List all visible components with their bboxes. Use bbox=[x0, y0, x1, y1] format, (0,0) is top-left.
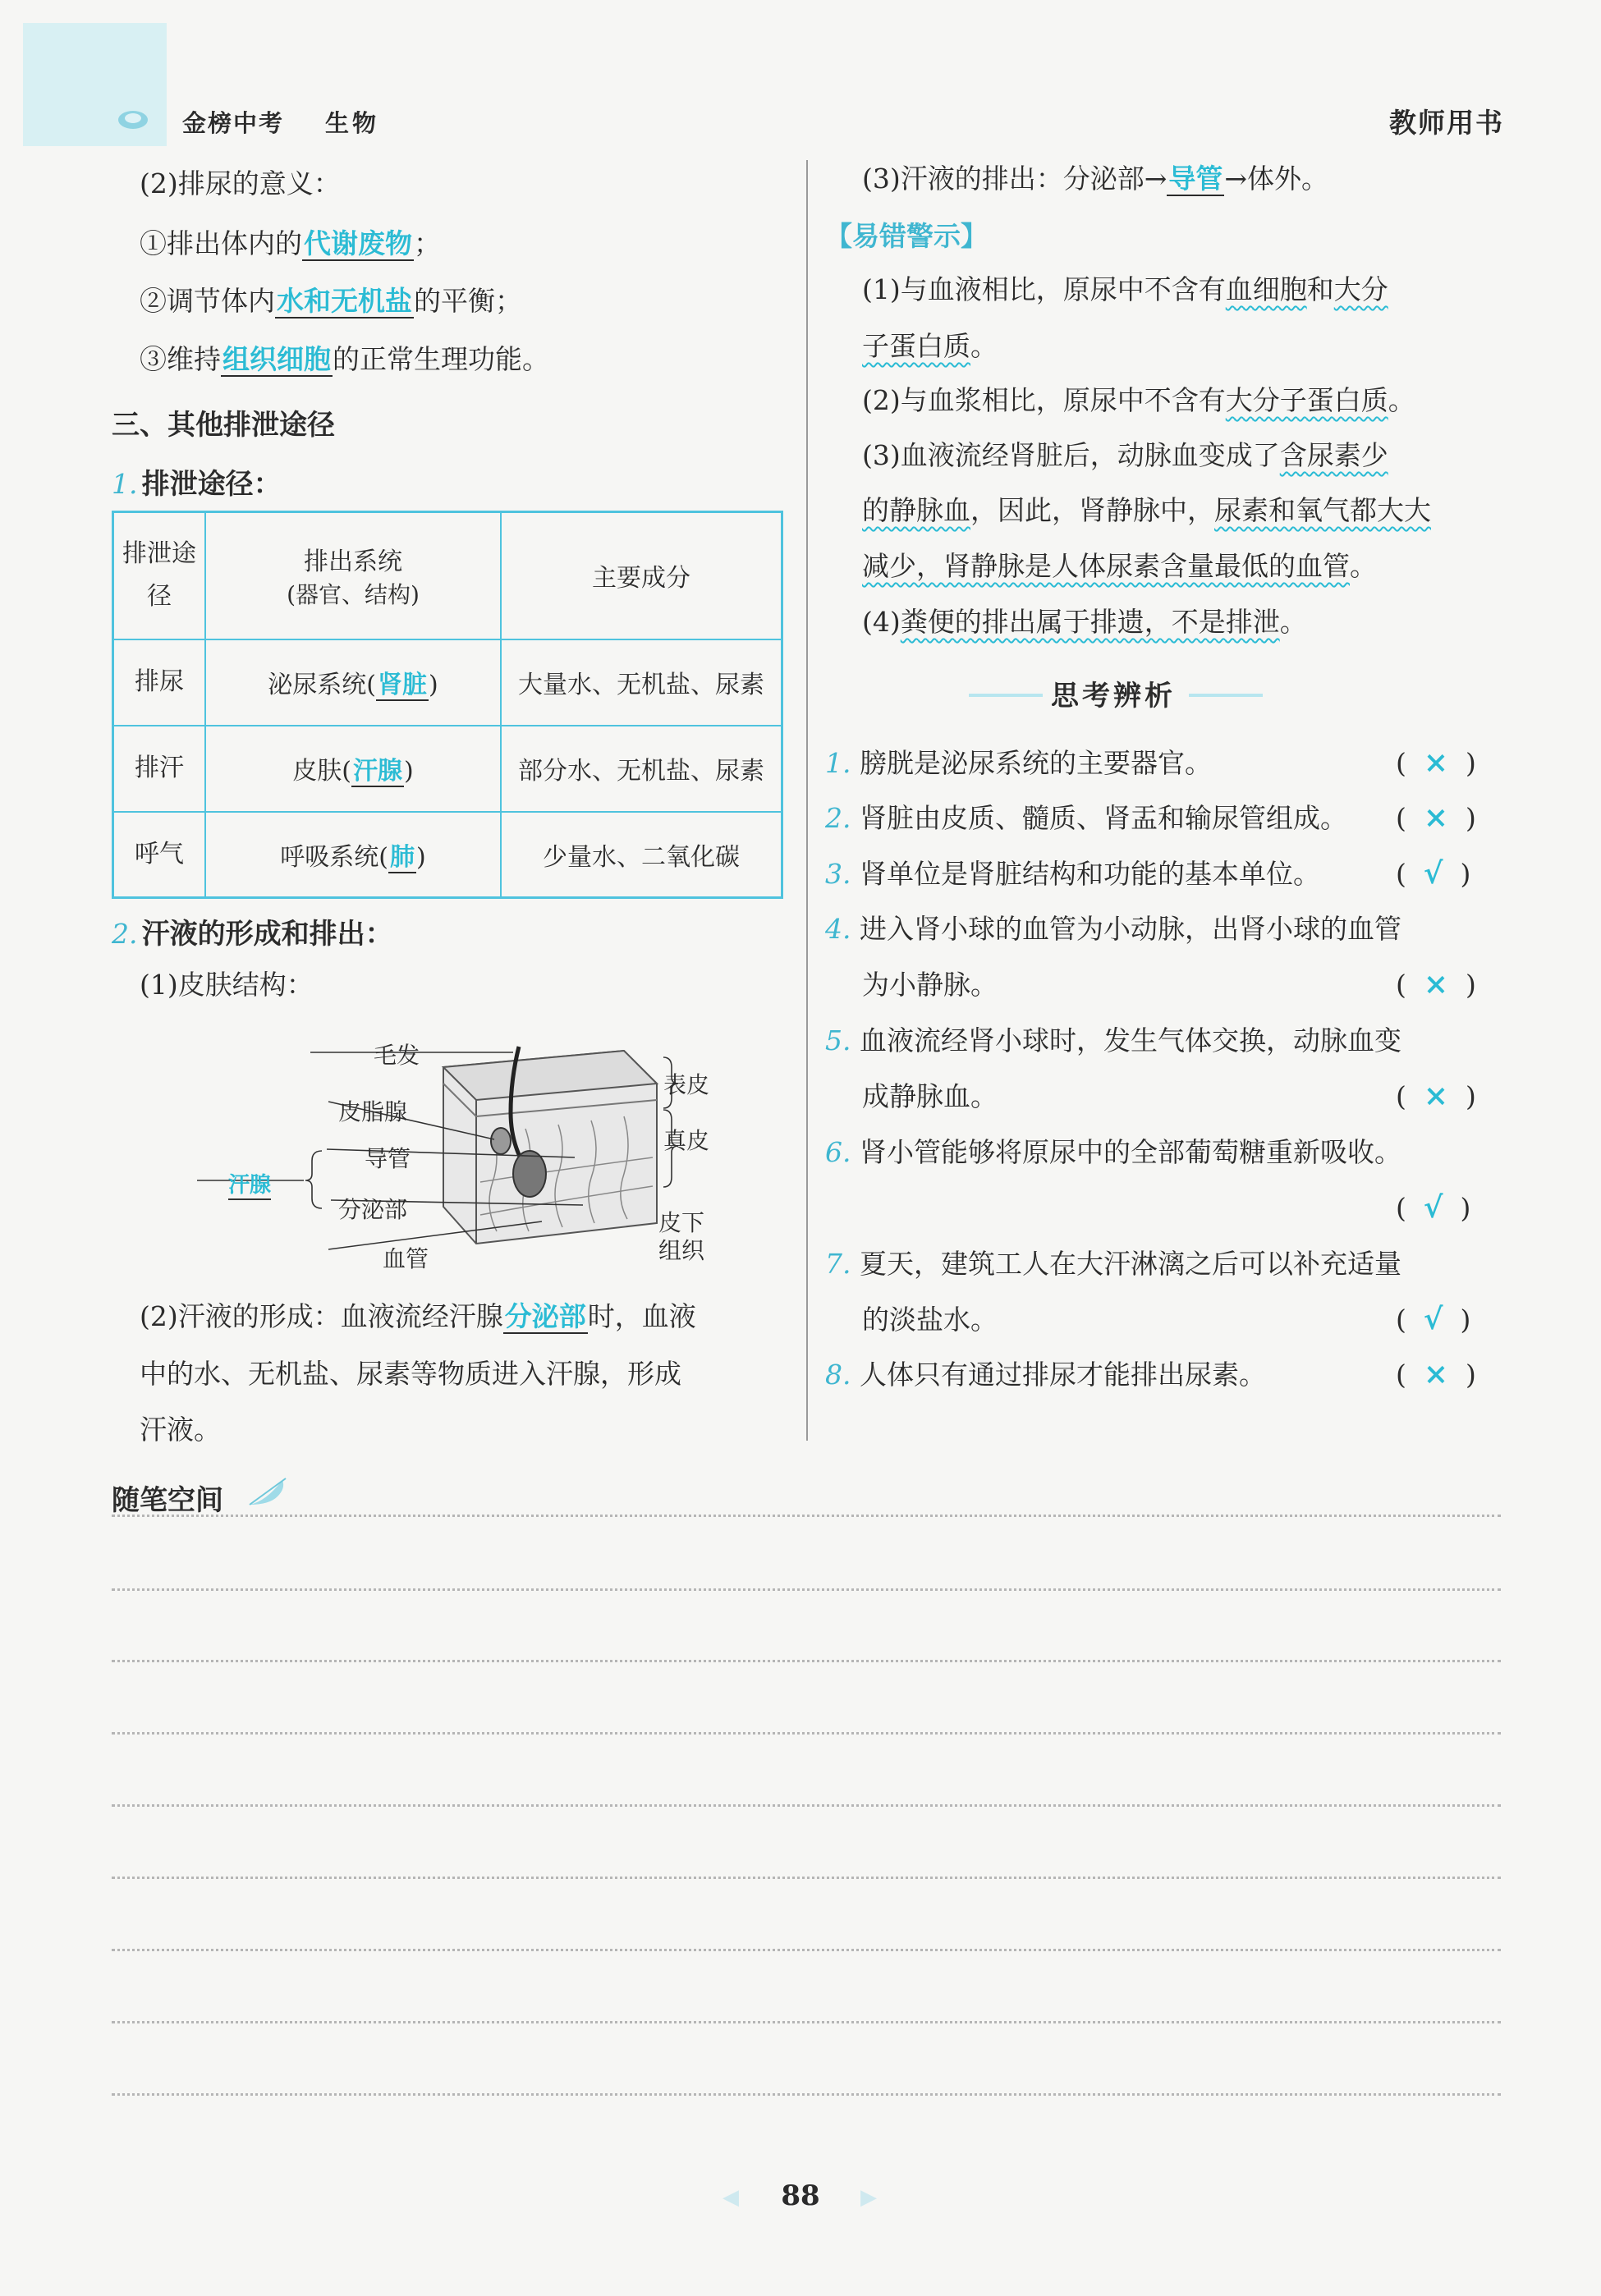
list-item: 8. 人体只有通过排尿才能排出尿素。 bbox=[825, 1359, 1266, 1391]
list-item-cont: 成静脉血。 bbox=[862, 1080, 998, 1112]
think-deco-right bbox=[1189, 694, 1263, 697]
th-way: 排泄途径 bbox=[113, 512, 206, 639]
m1-answer: 代谢废物 bbox=[304, 227, 412, 259]
sub1-title: 排泄途径： bbox=[141, 468, 282, 501]
m3-post: 的正常生理功能。 bbox=[333, 343, 549, 375]
answer-paren: ( × ) bbox=[1396, 745, 1476, 780]
mark-icon: × bbox=[1423, 967, 1449, 1001]
note-line bbox=[112, 1732, 1501, 1735]
warning-1a: (1)与血液相比，原尿中不含有血细胞和大分 bbox=[862, 273, 1388, 305]
m1-text: ①排出体内的 bbox=[140, 227, 302, 259]
answer-paren: ( √ ) bbox=[1396, 1302, 1471, 1336]
warning-3b: 的静脉血，因此，肾静脉中，尿素和氧气都大大 bbox=[862, 494, 1431, 526]
answer-paren: ( × ) bbox=[1396, 967, 1476, 1001]
mark-icon: × bbox=[1423, 1079, 1449, 1113]
m3-answer: 组织细胞 bbox=[222, 343, 331, 375]
next-arrow-icon: ▶ bbox=[860, 2185, 877, 2210]
cell-way: 排尿 bbox=[113, 639, 206, 726]
cell-components: 大量水、无机盐、尿素 bbox=[501, 639, 782, 726]
warning-1b: 子蛋白质。 bbox=[862, 330, 998, 362]
column-divider bbox=[806, 160, 808, 1441]
quill-pen-icon bbox=[246, 1473, 296, 1508]
mark-icon: × bbox=[1423, 800, 1449, 835]
answer-paren: ( × ) bbox=[1396, 1357, 1476, 1391]
note-line bbox=[112, 2093, 1501, 2096]
label-hair: 毛发 bbox=[374, 1042, 420, 1069]
header-subject: 生物 bbox=[325, 109, 380, 137]
mark-icon: √ bbox=[1423, 856, 1443, 891]
skin-structure-diagram bbox=[197, 1018, 739, 1289]
note-line bbox=[112, 1949, 1501, 1951]
cell-way: 排汗 bbox=[113, 726, 206, 812]
m2-text: ②调节体内 bbox=[140, 285, 275, 317]
form1-answer: 分泌部 bbox=[504, 1300, 586, 1332]
sweat-discharge: (3)汗液的排出：分泌部→导管→体外。 bbox=[862, 163, 1329, 195]
list-item: 7. 夏天，建筑工人在大汗淋漓之后可以补充适量 bbox=[825, 1248, 1401, 1280]
cell-system: 泌尿系统(肾脏) bbox=[205, 639, 501, 726]
cell-system: 皮肤(汗腺) bbox=[205, 726, 501, 812]
sub1-number: 1. bbox=[112, 468, 138, 500]
mark-icon: × bbox=[1423, 1357, 1449, 1391]
prev-arrow-icon: ◀ bbox=[723, 2185, 739, 2210]
th-components: 主要成分 bbox=[501, 512, 782, 639]
cell-components: 少量水、二氧化碳 bbox=[501, 812, 782, 898]
notes-space-title: 随笔空间 bbox=[112, 1484, 223, 1517]
warning-3a: (3)血液流经肾脏后，动脉血变成了含尿素少 bbox=[862, 439, 1388, 471]
warning-4: (4)粪便的排出属于排遗，不是排泄。 bbox=[862, 606, 1307, 638]
cell-components: 部分水、无机盐、尿素 bbox=[501, 726, 782, 812]
answer-paren: ( √ ) bbox=[1396, 856, 1471, 891]
answer-paren: ( × ) bbox=[1396, 1079, 1476, 1113]
label-subcutaneous-2: 组织 bbox=[658, 1237, 705, 1264]
section-3-title: 三、其他排泄途径 bbox=[112, 409, 335, 442]
meaning-item-3 bbox=[140, 341, 549, 378]
list-item: 6. 肾小管能够将原尿中的全部葡萄糖重新吸收。 bbox=[825, 1136, 1401, 1168]
m1-post: ； bbox=[414, 227, 441, 259]
note-line bbox=[112, 1804, 1501, 1807]
sweat-formation-line-2: 中的水、无机盐、尿素等物质进入汗腺，形成 bbox=[140, 1358, 681, 1390]
note-line bbox=[112, 1660, 1501, 1662]
label-sweat-gland-answer: 汗腺 bbox=[228, 1168, 271, 1200]
header-brand: 金榜中考 bbox=[182, 109, 285, 137]
r1-answer: 导管 bbox=[1168, 163, 1223, 195]
note-line bbox=[112, 2021, 1501, 2023]
think-deco-left bbox=[969, 694, 1043, 697]
brand-logo-icon bbox=[115, 107, 151, 131]
answer-paren: ( × ) bbox=[1396, 800, 1476, 835]
meaning-item-2 bbox=[140, 283, 522, 319]
mark-icon: × bbox=[1423, 745, 1449, 780]
sub2-number: 2. bbox=[112, 918, 138, 950]
page-number: 88 bbox=[781, 2179, 820, 2212]
cell-system: 呼吸系统(肺) bbox=[205, 812, 501, 898]
sweat-formation-line-3: 汗液。 bbox=[140, 1414, 221, 1446]
label-duct: 导管 bbox=[365, 1145, 411, 1172]
list-item: 1. 膀胱是泌尿系统的主要器官。 bbox=[825, 747, 1212, 779]
note-line bbox=[112, 1877, 1501, 1879]
warning-3c: 减少，肾静脉是人体尿素含量最低的血管。 bbox=[862, 550, 1377, 582]
label-dermis: 真皮 bbox=[663, 1127, 710, 1154]
excretion-table bbox=[112, 511, 783, 899]
m3-text: ③维持 bbox=[140, 343, 221, 375]
sub2-title: 汗液的形成和排出： bbox=[141, 918, 393, 951]
warning-2: (2)与血浆相比，原尿中不含有大分子蛋白质。 bbox=[862, 384, 1415, 416]
list-item: 2. 肾脏由皮质、髓质、肾盂和输尿管组成。 bbox=[825, 802, 1347, 834]
table-header-row bbox=[113, 512, 782, 639]
note-line bbox=[112, 1588, 1501, 1591]
header-teacher-book: 教师用书 bbox=[1389, 107, 1504, 139]
label-subcutaneous-1: 皮下 bbox=[658, 1209, 705, 1236]
error-warning-title: 【易错警示】 bbox=[825, 220, 988, 252]
mark-icon: √ bbox=[1423, 1190, 1443, 1225]
table-row bbox=[113, 639, 782, 726]
m2-answer: 水和无机盐 bbox=[277, 285, 412, 317]
skin-structure-title: (1)皮肤结构： bbox=[140, 969, 314, 1001]
sweat-formation-line-1: (2)汗液的形成：血液流经汗腺分泌部时，血液 bbox=[140, 1300, 696, 1332]
label-secretory-part: 分泌部 bbox=[338, 1196, 408, 1223]
subsection-2 bbox=[112, 911, 393, 951]
th-system: 排出系统 (器官、结构) bbox=[205, 512, 501, 639]
label-blood-vessel: 血管 bbox=[383, 1245, 429, 1272]
meaning-item-1 bbox=[140, 226, 441, 262]
m2-post: 的平衡； bbox=[414, 285, 522, 317]
list-item-cont: 的淡盐水。 bbox=[862, 1304, 998, 1336]
note-line bbox=[112, 1515, 1501, 1517]
list-item: 3. 肾单位是肾脏结构和功能的基本单位。 bbox=[825, 858, 1320, 890]
list-item: 4. 进入肾小球的血管为小动脉，出肾小球的血管 bbox=[825, 913, 1401, 945]
think-section-title: 思考辨析 bbox=[1051, 680, 1176, 713]
list-item-cont: 为小静脉。 bbox=[862, 969, 998, 1001]
list-item: 5. 血液流经肾小球时，发生气体交换，动脉血变 bbox=[825, 1024, 1401, 1056]
label-sebaceous-gland: 皮脂腺 bbox=[338, 1098, 408, 1125]
answer-paren: ( √ ) bbox=[1396, 1190, 1471, 1225]
mark-icon: √ bbox=[1423, 1302, 1443, 1336]
table-row bbox=[113, 812, 782, 898]
urination-meaning-title: (2)排尿的意义： bbox=[140, 167, 341, 199]
subsection-1 bbox=[112, 461, 282, 502]
table-row bbox=[113, 726, 782, 812]
cell-way: 呼气 bbox=[113, 812, 206, 898]
label-epidermis: 表皮 bbox=[663, 1071, 710, 1098]
